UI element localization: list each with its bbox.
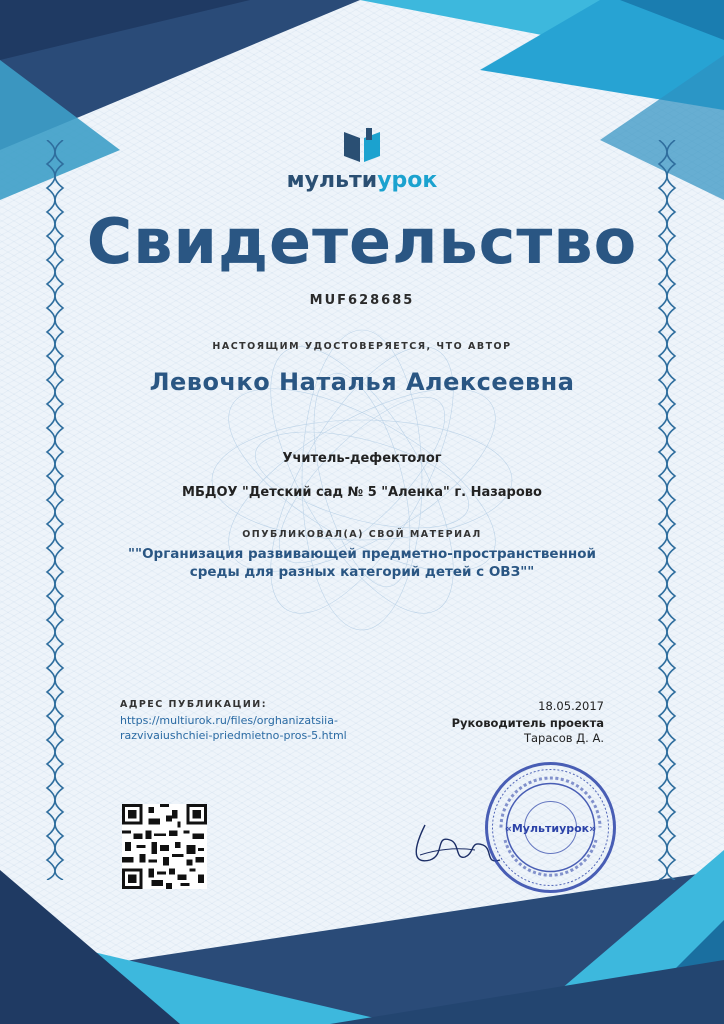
logo-part1: мульти bbox=[286, 168, 378, 193]
address-label: АДРЕС ПУБЛИКАЦИИ: bbox=[120, 699, 268, 710]
material-title bbox=[0, 545, 724, 581]
manager-title: Руководитель проекта bbox=[451, 716, 604, 730]
author-position: Учитель-дефектолог bbox=[282, 451, 442, 466]
address-link-line2: razvivaiushchiei-priedmietno-pros-5.html bbox=[120, 729, 347, 742]
published-label: ОПУБЛИКОВАЛ(А) СВОЙ МАТЕРИАЛ bbox=[242, 529, 482, 540]
material-title-line1: ""Организация развивающей предметно-пространственной bbox=[128, 546, 596, 562]
multiurok-logo bbox=[0, 128, 724, 193]
guilloche-rosette bbox=[200, 300, 524, 660]
certificate-code: MUF628685 bbox=[309, 293, 415, 308]
logo-part2: урок bbox=[377, 168, 438, 193]
author-organization: МБДОУ "Детский сад № 5 "Аленка" г. Назарово bbox=[182, 485, 542, 500]
manager-block bbox=[452, 716, 604, 746]
issue-date: 18.05.2017 bbox=[538, 699, 604, 713]
manager-name: Тарасов Д. А. bbox=[523, 731, 604, 745]
material-title-line2: среды для разных категорий детей с ОВЗ"" bbox=[189, 564, 535, 580]
qr-code bbox=[122, 804, 207, 889]
stamp-center-text: «Мультиурок» bbox=[504, 822, 597, 835]
official-stamp bbox=[483, 760, 618, 895]
book-icon bbox=[340, 128, 384, 164]
address-link[interactable] bbox=[120, 713, 347, 743]
author-name: Левочко Наталья Алексеевна bbox=[149, 368, 575, 396]
certificate-title: Свидетельство bbox=[86, 205, 638, 278]
intro-text: НАСТОЯЩИМ УДОСТОВЕРЯЕТСЯ, ЧТО АВТОР bbox=[212, 341, 512, 352]
address-link-line1: https://multiurok.ru/files/orghanizatsiia- bbox=[120, 714, 338, 727]
